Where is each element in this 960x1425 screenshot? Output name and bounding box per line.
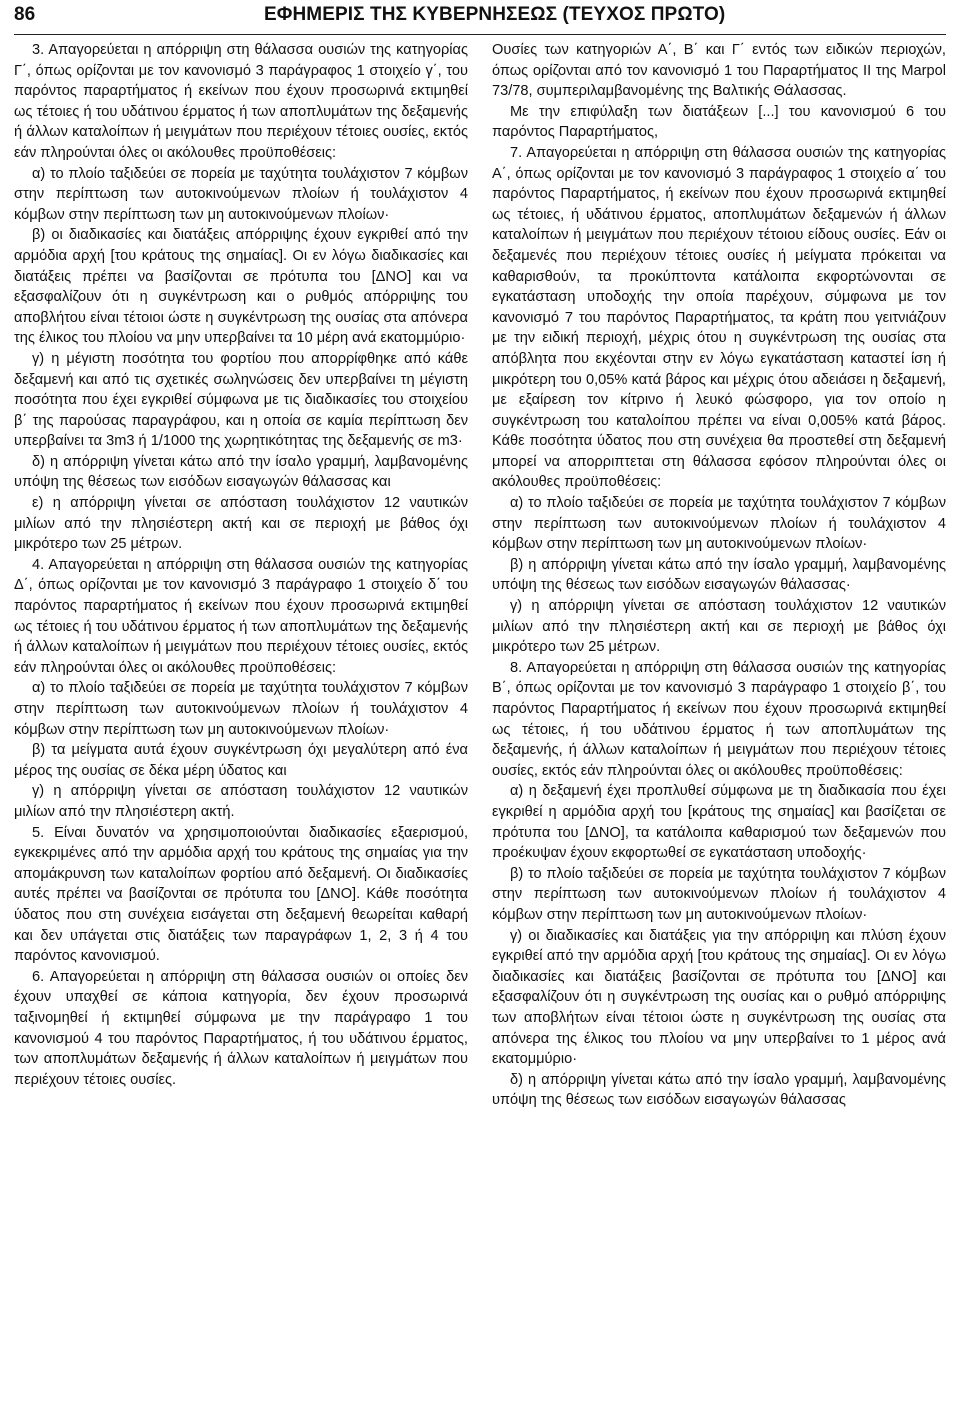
gazette-title: ΕΦΗΜΕΡΙΣ ΤΗΣ ΚΥΒΕΡΝΗΣΕΩΣ (ΤΕΥΧΟΣ ΠΡΩΤΟ) <box>264 4 726 25</box>
paragraph: α) το πλοίο ταξιδεύει σε πορεία με ταχύτητα τουλάχιστον 7 κόμβων στην περίπτωση των αυτοκινούμενων πλοίων ή τουλάχιστον 4 κόμβων στην περίπτωση των μη αυτοκινούμενων πλοίων· <box>14 680 468 738</box>
paragraph: γ) η απόρριψη γίνεται σε απόσταση τουλάχιστον 12 ναυτικών μιλίων από την πλησιέστερη ακτή και σε περιοχή με βάθος όχι μικρότερο των 25 μέτρων. <box>492 598 946 656</box>
page-header <box>14 4 946 35</box>
paragraph: α) το πλοίο ταξιδεύει σε πορεία με ταχύτητα τουλάχιστον 7 κόμβων στην περίπτωση των αυτοκινούμενων πλοίων ή τουλάχιστον 4 κόμβων στην περίπτωση των μη αυτοκινούμενων πλοίων· <box>492 495 946 553</box>
page-number: 86 <box>14 4 36 25</box>
paragraph: 3. Απαγορεύεται η απόρριψη στη θάλασσα ουσιών της κατηγορίας Γ΄, όπως ορίζονται με τον κανονισμό 3 παράγραφος 1 στοιχείο γ΄, του παρόντος παραρτήματος ή εκείνων που έχουν προσωρινά εκτιμηθεί ως τέτοιες ή του υδάτινου έρματος ή των αποπλυμάτων της δεξαμενής ή άλλων καταλοίπων ή μειγμάτων που περιέχουν τέτοιες ουσίες, εκτός εάν πληρούνται όλες οι ακόλουθες προϋποθέσεις: <box>14 42 468 161</box>
paragraph: β) το πλοίο ταξιδεύει σε πορεία με ταχύτητα τουλάχιστον 7 κόμβων στην περίπτωση των αυτοκινούμενων πλοίων ή τουλάχιστον 4 κόμβων στην περίπτωση των μη αυτοκινούμενων πλοίων· <box>492 865 946 923</box>
paragraph: β) οι διαδικασίες και διατάξεις απόρριψης έχουν εγκριθεί από την αρμόδια αρχή [του κράτους της σημαίας]. Οι εν λόγω διαδικασίες και διατάξεις πρέπει να βασίζονται σε πρότυπα του [ΔΝΟ] και να εξασφαλίζουν ότι η συγκέντρωση και ο ρυθμός απόρριψης του αποβλήτου είναι τέτοιοι ώστε η συγκέντρωση της ουσίας στα απόνερα της έλικος του πλοίου να μην υπερβαίνει τα 10 μέρη ανά εκατομμύριο· <box>14 227 468 347</box>
paragraph: β) τα μείγματα αυτά έχουν συγκέντρωση όχι μεγαλύτερη από ένα μέρος της ουσίας σε δέκα μέρη ύδατος και <box>14 742 468 779</box>
paragraph: δ) η απόρριψη γίνεται κάτω από την ίσαλο γραμμή, λαμβανομένης υπόψη της θέσεως των εισόδων εισαγωγών θάλασσας <box>492 1071 946 1109</box>
paragraph: 5. Είναι δυνατόν να χρησιμοποιούνται διαδικασίες εξαερισμού, εγκεκριμένες από την αρμόδια αρχή του κράτους της σημαίας για την απομάκρυνση των καταλοίπων φορτίου από δεξαμενή. Οι διαδικασίες αυτές πρέπει να βασίζονται σε πρότυπα του [ΔΝΟ]. Κάθε ποσότητα ύδατος που στη συνέχεια εισάγεται στη δεξαμενή θεωρείται καθαρή και δεν υπάγεται στις διατάξεις των παραγράφων 1, 2, 3 ή 4 του παρόντος κανονισμού. <box>14 824 468 965</box>
paragraph: 6. Απαγορεύεται η απόρριψη στη θάλασσα ουσιών οι οποίες δεν έχουν υπαχθεί σε κάποια κατηγορία, δεν έχουν προσωρινά ταξινομηθεί ή εκτιμηθεί σύμφωνα με την παράγραφο 1 του κανονισμού 4 του παρόντος Παραρτήματος, ή του υδάτινου έρματος, των αποπλυμάτων δεξαμενής ή άλλων καταλοίπων ή μειγμάτων που περιέχουν τέτοιες ουσίες. <box>14 968 468 1088</box>
left-column <box>14 40 468 1090</box>
paragraph: Με την επιφύλαξη των διατάξεων [...] του κανονισμού 6 του παρόντος Παραρτήματος, <box>492 103 946 141</box>
paragraph: α) η δεξαμενή έχει προπλυθεί σύμφωνα με τη διαδικασία που έχει εγκριθεί η αρμόδια αρχή του [κράτους της σημαίας] και βασίζεται σε πρότυπα του [ΔΝΟ], τα κατάλοιπα καθαρισμού των δεξαμενών που προέκυψαν έχουν εκφορτωθεί σε εγκατάσταση υποδοχής· <box>492 783 946 862</box>
paragraph: γ) η μέγιστη ποσότητα του φορτίου που απορρίφθηκε από κάθε δεξαμενή και από τις σχετικές σωληνώσεις δεν υπερβαίνει τη μέγιστη ποσότητα που έχει εγκριθεί σύμφωνα με τις διαδικασίες του στοιχείου β΄ της παρούσας παραγράφου, και η οποία σε καμία περίπτωση δεν υπερβαίνει τα 3m3 ή 1/1000 της χωρητικότητας της δεξαμενής σε m3· <box>14 350 468 450</box>
paragraph: 4. Απαγορεύεται η απόρριψη στη θάλασσα ουσιών της κατηγορίας Δ΄, όπως ορίζονται με τον κανονισμό 3 παράγραφο 1 στοιχείο δ΄ του παρόντος παραρτήματος ή εκείνων που έχουν προσωρινά εκτιμηθεί ως τέτοιες ή του υδάτινου έρματος ή των αποπλυμάτων της δεξαμενής ή άλλων καταλοίπων ή μειγμάτων που περιέχουν τέτοιες ουσίες, εκτός εάν πληρούνται όλες οι ακόλουθες προϋποθέσεις: <box>14 556 468 676</box>
paragraph: Ουσίες των κατηγοριών Α΄, Β΄ και Γ΄ εντός των ειδικών περιοχών, όπως ορίζονται από τον κανονισμό 1 του Παραρτήματος ΙΙ της Marpol 73/78, συμπεριλαμβανομένης της Βαλτικής Θάλασσας. <box>492 42 946 100</box>
paragraph: 7. Απαγορεύεται η απόρριψη στη θάλασσα ουσιών της κατηγορίας Α΄, όπως ορίζονται με τον κανονισμό 3 παράγραφος 1 στοιχείο α΄ του παρόντος Παραρτήματος, ή εκείνων που έχουν προσωρινά εκτιμηθεί ως τέτοιες, ή υδάτινου έρματος, αποπλυμάτων δεξαμενών ή άλλων καταλοίπων ή μειγμάτων που περιέχουν τέτοιου είδους ουσίες. Εάν οι δεξαμενές που περιέχουν τέτοιες ουσίες ή μείγματα πρόκειται να καθαρισθούν, τα προκύπτοντα κατάλοιπα εκφορτώνονται σε εγκατάσταση υποδοχής την οποία παρέχουν, σύμφωνα με τον κανονισμό 7 του παρόντος Παραρτήματος, τα κράτη που γειτνιάζουν με την ειδική περιοχή, μέχρις ότου η συγκέντρωση της ουσίας στα απόβλητα που εκχέονται στην εν λόγω εγκατάσταση καταστεί ίση ή μικρότερη του 0,05% κατά βάρος και μέχρις ότου αδειάσει η δεξαμενή, με εξαίρεση τον κίτρινο ή λευκό φώσφορο, για τον οποίο η συγκέντρωση του καταλοίπου πρέπει να είναι 0,005% κατά βάρος. Κάθε ποσότητα ύδατος που στη συνέχεια θα προστεθεί στη δεξαμενή μπορεί να απορριπτεται στη θάλασσα εφόσον πληρούνται όλες οι ακόλουθες προϋποθέσεις: <box>492 144 946 491</box>
paragraph: γ) η απόρριψη γίνεται σε απόσταση τουλάχιστον 12 ναυτικών μιλίων από την πλησιέστερη ακτή. <box>14 783 468 820</box>
paragraph: β) η απόρριψη γίνεται κάτω από την ίσαλο γραμμή, λαμβανομένης υπόψη της θέσεως των εισόδων εισαγωγών θάλασσας· <box>492 556 946 594</box>
paragraph: γ) οι διαδικασίες και διατάξεις για την απόρριψη και πλύση έχουν εγκριθεί από την αρμόδια αρχή [του κράτους της σημαίας]. Οι εν λόγω διαδικασίες και διατάξεις βασίζονται σε πρότυπα του [ΔΝΟ] και εξασφαλίζουν ότι η συγκέντρωση της ουσίας και ο ρυθμό απόρριψης των αποβλήτων είναι τέτοιοι ώστε η συγκέντρωση της ουσίας στα απόνερα της έλικος του πλοίου να μην υπερβαίνει το 1 μέρος ανά εκατομμύριο· <box>492 927 946 1068</box>
paragraph: α) το πλοίο ταξιδεύει σε πορεία με ταχύτητα τουλάχιστον 7 κόμβων στην περίπτωση των αυτοκινούμενων πλοίων ή τουλάχιστον 4 κόμβων στην περίπτωση των μη αυτοκινούμενων πλοίων· <box>14 165 468 223</box>
paragraph: δ) η απόρριψη γίνεται κάτω από την ίσαλο γραμμή, λαμβανομένης υπόψη της θέσεως των εισόδων εισαγωγών θάλασσας και <box>14 453 468 491</box>
right-column <box>492 40 946 1111</box>
paragraph: 8. Απαγορεύεται η απόρριψη στη θάλασσα ουσιών της κατηγορίας Β΄, όπως ορίζονται με τον κανονισμό 3 παράγραφο 1 στοιχείο β΄, του παρόντος Παραρτήματος ή εκείνων που έχουν προσωρινά εκτιμηθεί ως τέτοιες, ή του υδάτινου έρματος ή των αποπλυμάτων της δεξαμενής, ή άλλων καταλοίπων ή μειγμάτων που περιέχουν τέτοιες ουσίες, εκτός εάν πληρούνται όλες οι ακόλουθες προϋποθέσεις: <box>492 659 946 779</box>
paragraph: ε) η απόρριψη γίνεται σε απόσταση τουλάχιστον 12 ναυτικών μιλίων από την πλησιέστερη ακτή και σε περιοχή με βάθος όχι μικρότερο των 25 μέτρων. <box>14 495 468 553</box>
